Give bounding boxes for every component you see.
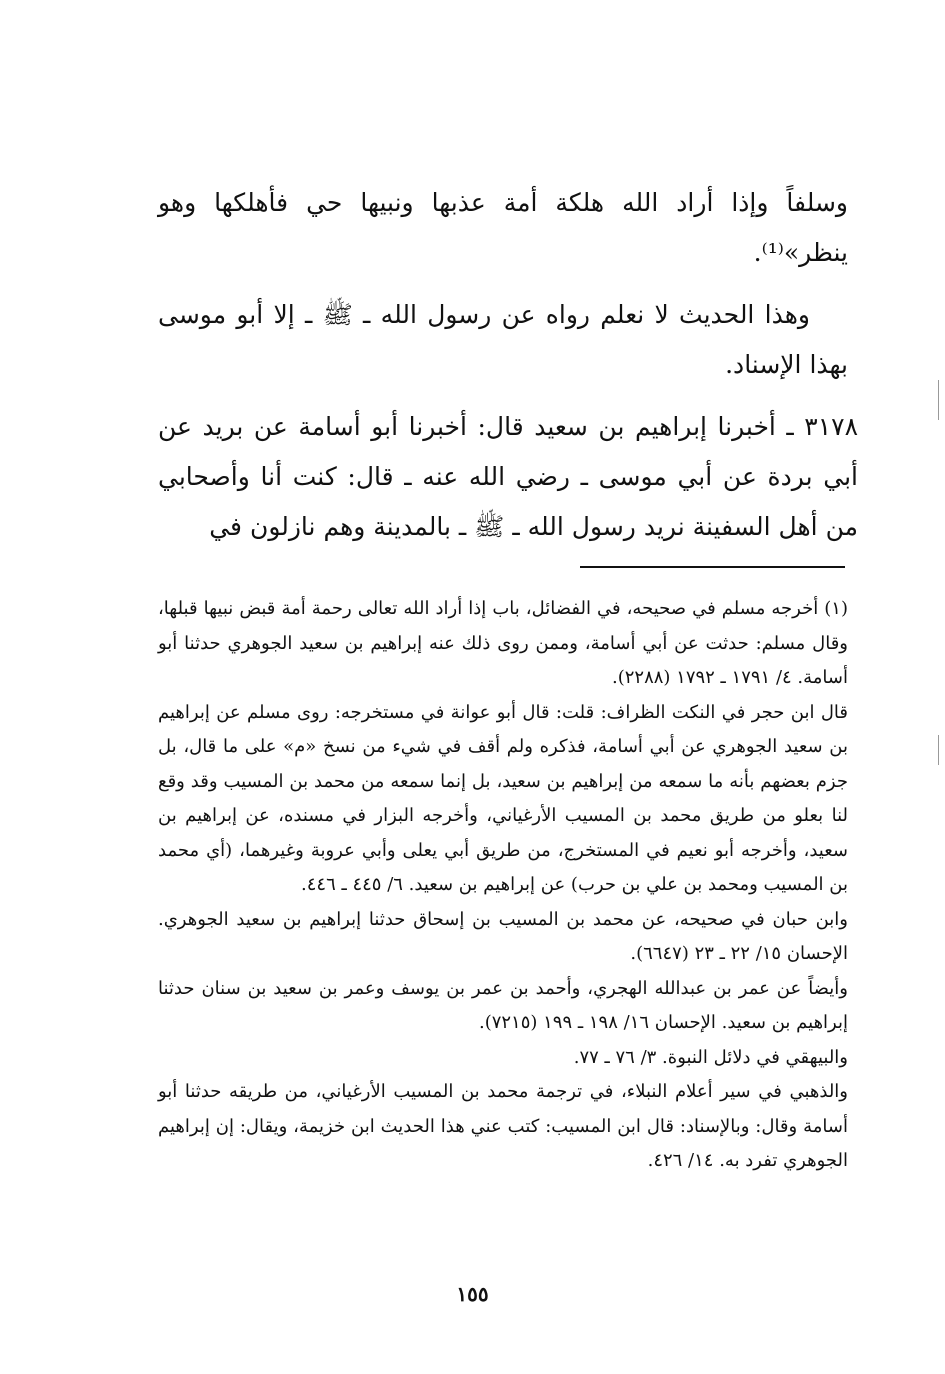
footnote-ibn-hajar: قال ابن حجر في النكت الظراف: قلت: قال أبو عوانة في مستخرجه: روى مسلم عن إبراهيم بن سعيد الجوهري عن أبي أسامة، فذكره ولم أقف في شيء من نسخ «م» على ما قال، بل جزم بعضهم بأنه ما سمعه من إبراهيم بن سعيد، بل إنما سمعه من محمد بن المسيب وقد وقع لنا بعلو من طريق محمد بن المسيب الأرغياني، وأخرجه البزار في مسنده، عن إبراهيم بن سعيد، وأخرجه أبو نعيم في المستخرج، من طريق أبي يعلى وأبي عروبة وغيرهما، (أي محمد بن المسيب ومحمد بن علي بن حرب) عن إبراهيم بن سعيد. ٦/ ٤٤٥ ـ ٤٤٦.: [158, 701, 848, 895]
page-number: ١٥٥: [456, 1282, 489, 1306]
scan-edge-mark: [938, 735, 939, 765]
footnote-divider: [580, 566, 845, 568]
footnote-1: (١) أخرجه مسلم في صحيحه، في الفضائل، باب إذا أراد الله تعالى رحمة أمة قبض نبيها قبلها، وقال مسلم: حدثت عن أبي أسامة، وممن روى ذلك عنه إبراهيم بن سعيد الجوهري حدثنا أبو أسامة. ٤/ ١٧٩١ ـ ١٧٩٢ (٢٢٨٨).: [158, 598, 848, 688]
footnotes: [158, 592, 848, 1179]
hadith-3178: ٣١٧٨ ـ أخبرنا إبراهيم بن سعيد قال: أخبرنا أبو أسامة عن بريد عن أبي بردة عن أبي موسى ـ رضي الله عنه ـ قال: كنت أنا وأصحابي من أهل السفينة نريد رسول الله ـ ﷺ ـ بالمدينة وهم نازلون في: [158, 412, 858, 541]
main-paragraph-2: وهذا الحديث لا نعلم رواه عن رسول الله ـ ﷺ ـ إلا أبو موسى بهذا الإسناد.: [158, 300, 848, 379]
footnote-bayhaqi: والبيهقي في دلائل النبوة. ٣/ ٧٦ ـ ٧٧.: [573, 1046, 848, 1068]
footnote-dhahabi: والذهبي في سير أعلام النبلاء، في ترجمة محمد بن المسيب الأرغياني، من طريقه حدثنا أبو أسامة وقال: وبالإسناد: قال ابن المسيب: كتب عني هذا الحديث ابن خزيمة، ويقال: إن إبراهيم الجوهري تفرد به. ١٤/ ٤٢٦.: [158, 1081, 848, 1171]
footnote-ibn-hibban: وابن حبان في صحيحه، عن محمد بن المسيب بن إسحاق حدثنا إبراهيم بن سعيد الجوهري. الإحسان ١٥/ ٢٢ ـ ٢٣ (٦٦٤٧).: [158, 908, 848, 964]
footnote-ayadan: وأيضاً عن عمر بن عبدالله الهجري، وأحمد بن عمر بن يوسف وعمر بن سعيد بن سنان حدثنا إبراهيم بن سعيد. الإحسان ١٦/ ١٩٨ ـ ١٩٩ (٧٢١٥).: [158, 977, 848, 1033]
main-paragraph-1: وسلفاً وإذا أراد الله هلكة أمة عذبها ونبيها حي فأهلكها وهو ينظر»⁽¹⁾.: [158, 188, 848, 267]
main-text: [158, 178, 858, 552]
scan-edge-mark: [938, 380, 939, 420]
